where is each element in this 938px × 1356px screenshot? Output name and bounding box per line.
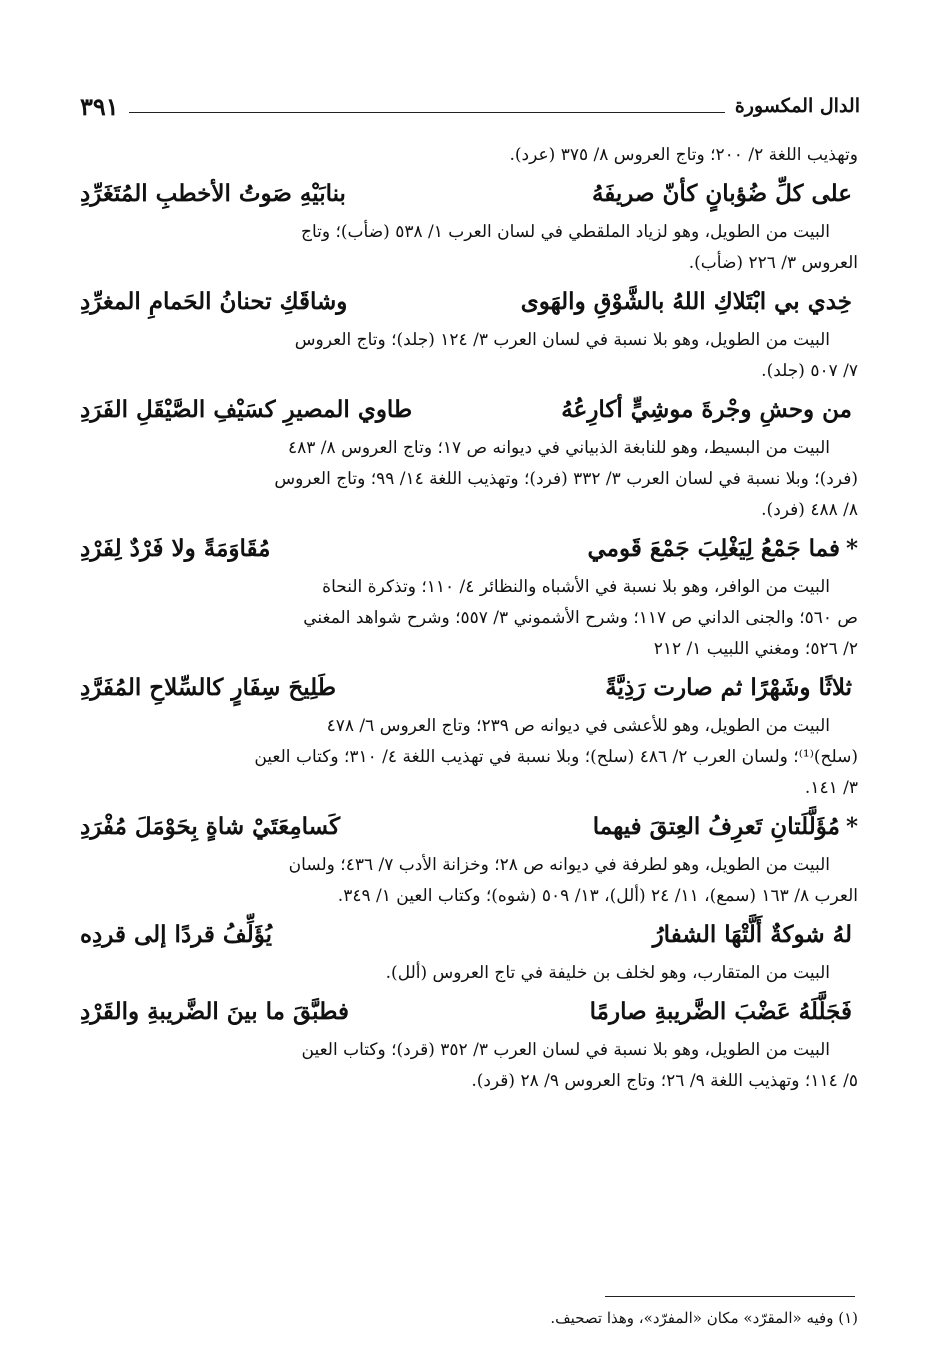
footnote-rule [605, 1296, 855, 1297]
verse [80, 989, 858, 1035]
page-body [80, 140, 858, 1097]
verse-note: البيت من الطويل، وهو بلا نسبة في لسان العرب ٣/ ١٢٤ (جلد)؛ وتاج العروس ٧/ ٥٠٧ (جلد). [294, 330, 858, 381]
verse [80, 912, 858, 958]
hemistich-second: بنابَيْهِ صَوتُ الأخطبِ المُتَغَرِّدِ [80, 180, 346, 207]
verse-note: البيت من الطويل، وهو بلا نسبة في لسان العرب ٣/ ٣٥٢ (قرد)؛ وكتاب العين ٥/ ١١٤؛ وتهذيب اللغة ٩/ ٢٦؛ وتاج العروس ٩/ ٢٨ (قرد). [301, 1040, 858, 1091]
verse [80, 665, 858, 711]
page-number: ٣٩١ [80, 91, 119, 121]
star-marker: * [845, 535, 858, 562]
verse-note: البيت من البسيط، وهو للنابغة الذبياني في ديوانه ص ١٧؛ وتاج العروس ٨/ ٤٨٣ (فرد)؛ وبلا نسبة في لسان العرب ٣/ ٣٣٢ (فرد)؛ وتهذيب اللغة ١٤/ ٩٩؛ وتاج العروس ٨/ ٤٨٨ (فرد). [274, 438, 858, 520]
verse-note: البيت من المتقارب، وهو لخلف بن خليفة في تاج العروس (ألل). [385, 963, 830, 983]
hemistich-first: لهُ شوكةٌ أَلَّتْهَا الشفارُ [652, 921, 852, 948]
hemistich-first: على كلِّ ضُؤبانٍ كأنّ صريفَهُ [591, 180, 852, 207]
page-header [80, 88, 860, 124]
hemistich-first: من وحشِ وجْرةَ موشِيٍّ أكارِعُهُ [561, 396, 852, 423]
hemistich-second: فطبَّقَ ما بينَ الضَّريبةِ والقَرْدِ [80, 998, 349, 1025]
hemistich-first: *فما جَمْعُ لِيَغْلِبَ جَمْعَ قَومي [587, 535, 858, 562]
verse [80, 171, 858, 217]
verse-note: البيت من الوافر، وهو بلا نسبة في الأشباه والنظائر ٤/ ١١٠؛ وتذكرة النحاة ص ٥٦٠؛ والجنى الداني ص ١١٧؛ وشرح الأشموني ٣/ ٥٥٧؛ وشرح شواهد المغني ٢/ ٥٢٦؛ ومغني اللبيب ١/ ٢١٢ [303, 577, 858, 659]
verse [80, 279, 858, 325]
hemistich-second: طَلِيحَ سِفَارٍ كالسِّلاحِ المُفَرَّدِ [80, 674, 337, 701]
hemistich-second: مُقَاوَمَةً ولا فَرْدٌ لِفَرْدِ [80, 535, 271, 562]
star-marker: * [845, 813, 858, 840]
verse-note: البيت من الطويل، وهو لزياد الملقطي في لسان العرب ١/ ٥٣٨ (ضأب)؛ وتاج العروس ٣/ ٢٢٦ (ضأب). [300, 222, 858, 273]
verse [80, 387, 858, 433]
footnote: (١) وفيه «المقرّد» مكان «المفرّد»، وهذا تصحيف. [550, 1309, 858, 1327]
running-title: الدال المكسورة [734, 95, 860, 117]
hemistich-second: طاوي المصيرِ كسَيْفِ الصَّيْقَلِ الفَرَدِ [80, 396, 413, 423]
hemistich-second: يُؤَلِّفُ قردًا إلى قردِه [80, 921, 272, 948]
header-rule [129, 112, 725, 113]
verse [80, 804, 858, 850]
verse [80, 526, 858, 572]
verse-note: البيت من الطويل، وهو للأعشى في ديوانه ص ٢٣٩؛ وتاج العروس ٦/ ٤٧٨ (سلح)⁽¹⁾؛ ولسان العرب ٢/ ٤٨٦ (سلح)؛ وبلا نسبة في تهذيب اللغة ٤/ ٣١٠؛ وكتاب العين ٣/ ١٤١. [254, 716, 858, 798]
hemistich-first: *مُؤَلَّلَتانِ تَعرِفُ العِتقَ فيهما [592, 813, 858, 840]
hemistich-first: خِدي بي ابْتَلاكِ اللهُ بالشَّوْقِ والهَوى [520, 288, 852, 315]
verse-note: البيت من الطويل، وهو لطرفة في ديوانه ص ٢٨؛ وخزانة الأدب ٧/ ٤٣٦؛ ولسان العرب ٨/ ١٦٣ (سمع)، ١١/ ٢٤ (ألل)، ١٣/ ٥٠٩ (شوه)؛ وكتاب العين ١/ ٣٤٩. [288, 855, 858, 906]
continuation-line: وتهذيب اللغة ٢/ ٢٠٠؛ وتاج العروس ٨/ ٣٧٥ (عرد). [509, 145, 858, 165]
hemistich-first: فَجَلَّلَهُ عَضْبَ الضَّريبةِ صارمًا [589, 998, 852, 1025]
hemistich-first: ثلاثًا وشَهْرًا ثم صارت رَذِيَّةً [605, 674, 852, 701]
hemistich-second: كَسامِعَتَيْ شاةٍ بِحَوْمَلَ مُفْرَدِ [80, 813, 341, 840]
hemistich-second: وشاقَكِ تحنانُ الحَمامِ المغرِّدِ [80, 288, 348, 315]
